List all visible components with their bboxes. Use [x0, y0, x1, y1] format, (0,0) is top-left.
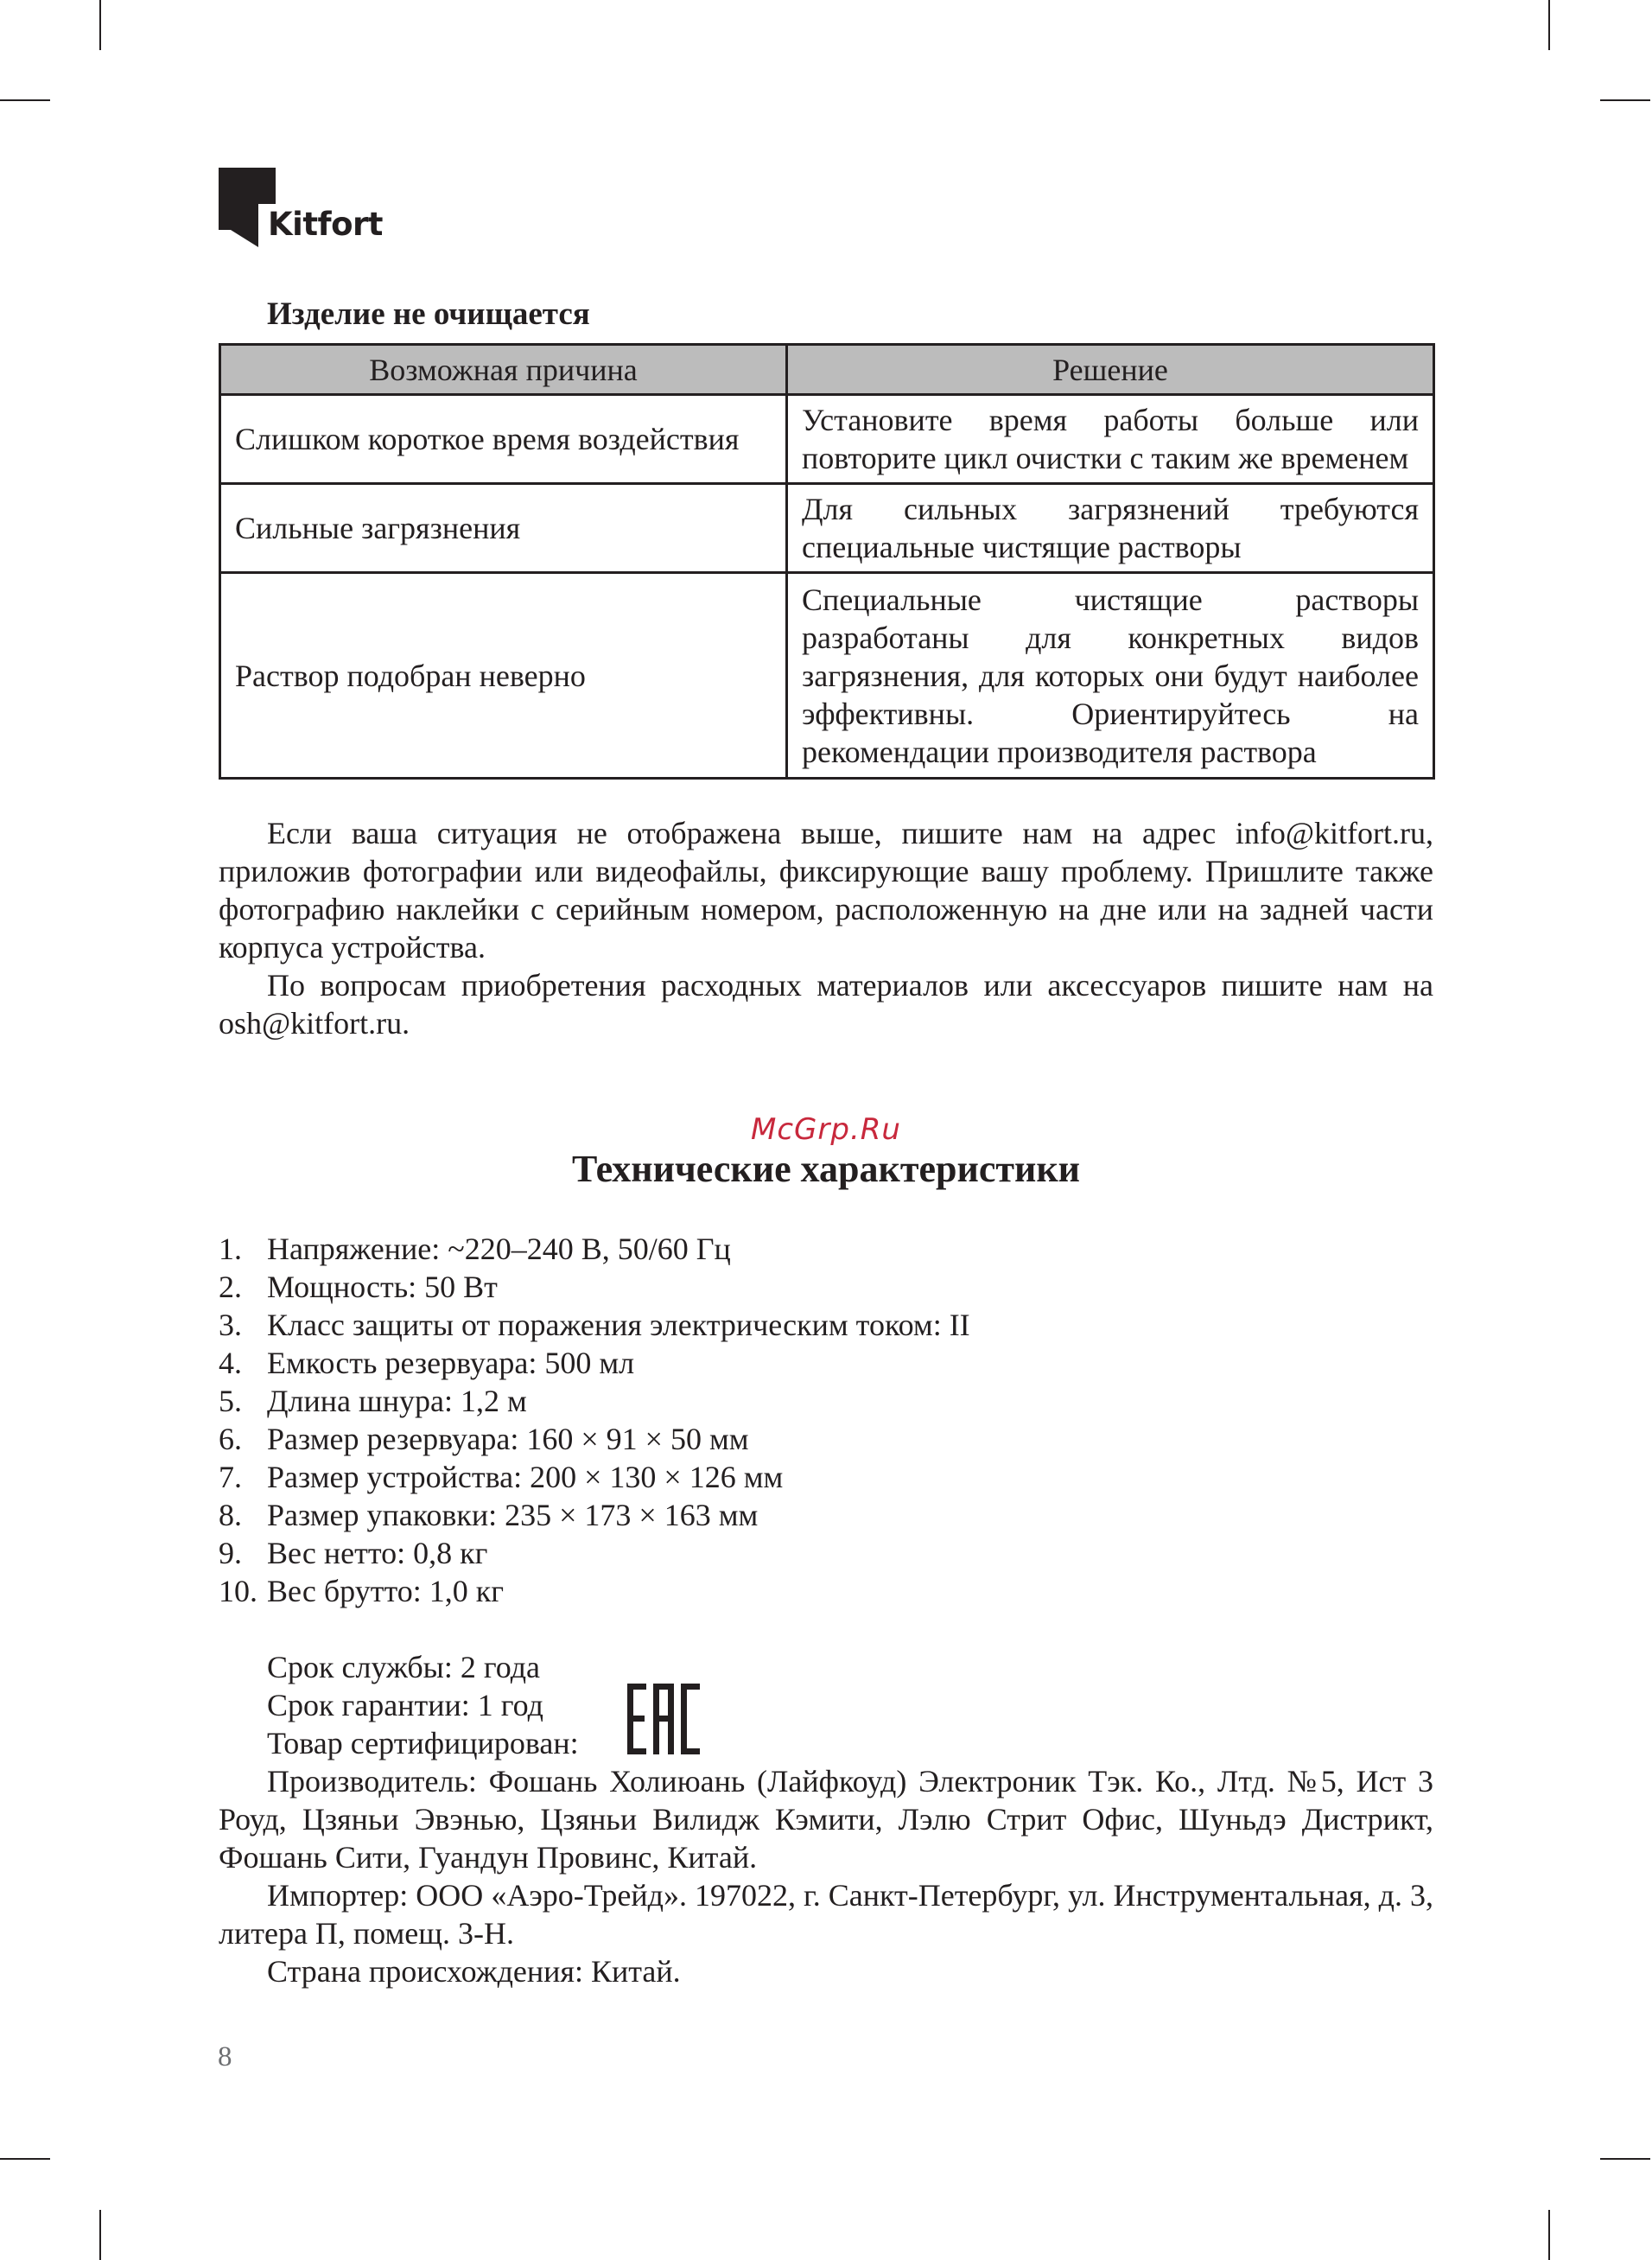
list-item-number: 2. [219, 1270, 242, 1304]
troubleshooting-title: Изделие не очищается [267, 296, 590, 332]
table-header-row [220, 345, 1434, 395]
solution-cell: Для сильных загрязнений требуются специальные чистящие растворы [787, 484, 1434, 573]
crop-mark [99, 0, 101, 50]
list-item-number: 6. [219, 1422, 242, 1456]
crop-mark [1600, 2158, 1650, 2160]
list-item-number: 8. [219, 1498, 242, 1532]
list-item [219, 1230, 970, 1268]
list-item [219, 1306, 970, 1344]
list-item [219, 1344, 970, 1382]
column-header-solution: Решение [787, 345, 1434, 395]
list-item-number: 4. [219, 1346, 242, 1380]
cause-cell: Слишком короткое время воздействия [220, 395, 787, 484]
list-item-text: Размер упаковки: 235 × 173 × 163 мм [267, 1498, 759, 1532]
crop-mark [1548, 2210, 1550, 2260]
crop-mark [1600, 99, 1650, 101]
list-item-number: 3. [219, 1308, 242, 1342]
manufacturer: Производитель: Фошань Холиюань (Лайфкоуд) Электроник Тэк. Ко., Лтд. №5, Ист 3 Роуд, Цзяньи Эвэнью, Цзяньи Вилидж Кэмити, Лэлю Стрит Офис, Шуньдэ Дистрикт, Фошань Сити, Гуандун Провинс, Китай. [219, 1764, 1433, 1875]
list-item-number: 7. [219, 1460, 242, 1494]
eac-certification-icon [627, 1684, 700, 1754]
list-item-number: 10. [219, 1574, 257, 1608]
service-life: Срок службы: 2 года [267, 1650, 541, 1684]
list-item-number: 1. [219, 1232, 242, 1266]
list-item-text: Вес нетто: 0,8 кг [267, 1536, 488, 1570]
product-info [219, 1648, 1433, 1990]
cause-cell: Сильные загрязнения [220, 484, 787, 573]
crop-mark [1548, 0, 1550, 50]
troubleshooting-table [219, 343, 1435, 780]
list-item-text: Длина шнура: 1,2 м [267, 1384, 527, 1418]
country-of-origin: Страна происхождения: Китай. [267, 1954, 681, 1989]
list-item [219, 1572, 970, 1610]
solution-cell: Специальные чистящие растворы разработаны для конкретных видов загрязнения, для которых они будут наиболее эффективны. Ориентируйтесь на рекомендации производителя раствора [787, 573, 1434, 779]
crop-mark [0, 99, 50, 101]
list-item [219, 1496, 970, 1534]
list-item [219, 1382, 970, 1420]
list-item-text: Емкость резервуара: 500 мл [267, 1346, 635, 1380]
crop-mark [99, 2210, 101, 2260]
contact-paragraph: Если ваша ситуация не отображена выше, пишите нам на адрес info@kitfort.ru, приложив фотографии или видеофайлы, фиксирующие вашу проблему. Пришлите также фотографию наклейки с серийным номером, расположенную на дне или на задней части корпуса устройства. [219, 816, 1433, 964]
list-item [219, 1534, 970, 1572]
accessories-paragraph: По вопросам приобретения расходных материалов или аксессуаров пишите нам на osh@kitfort.ru. [219, 968, 1433, 1041]
cause-cell: Раствор подобран неверно [220, 573, 787, 779]
table-row [220, 484, 1434, 573]
list-item-number: 9. [219, 1536, 242, 1570]
warranty: Срок гарантии: 1 год [267, 1688, 543, 1722]
watermark: McGrp.Ru [751, 1112, 901, 1147]
page-number: 8 [218, 2041, 232, 2072]
specs-list [219, 1230, 970, 1610]
specs-heading: Технические характеристики [571, 1148, 1081, 1190]
crop-mark [0, 2158, 50, 2160]
list-item-text: Мощность: 50 Вт [267, 1270, 498, 1304]
column-header-cause: Возможная причина [220, 345, 787, 395]
table-row [220, 573, 1434, 779]
solution-cell: Установите время работы больше или повторите цикл очистки с таким же временем [787, 395, 1434, 484]
importer: Импортер: ООО «Аэро-Трейд». 197022, г. Санкт-Петербург, ул. Инструментальная, д. 3, литера П, помещ. 3-Н. [219, 1878, 1433, 1951]
list-item [219, 1458, 970, 1496]
list-item-number: 5. [219, 1384, 242, 1418]
list-item-text: Размер устройства: 200 × 130 × 126 мм [267, 1460, 784, 1494]
table-row [220, 395, 1434, 484]
certified-label: Товар сертифицирован: [267, 1726, 579, 1760]
list-item-text: Вес брутто: 1,0 кг [267, 1574, 504, 1608]
list-item [219, 1420, 970, 1458]
kitfort-logo [219, 168, 383, 247]
list-item-text: Класс защиты от поражения электрическим током: II [267, 1308, 970, 1342]
logo-wordmark: Kitfort [268, 206, 383, 243]
list-item [219, 1268, 970, 1306]
list-item-text: Размер резервуара: 160 × 91 × 50 мм [267, 1422, 749, 1456]
list-item-text: Напряжение: ~220–240 В, 50/60 Гц [267, 1232, 731, 1266]
